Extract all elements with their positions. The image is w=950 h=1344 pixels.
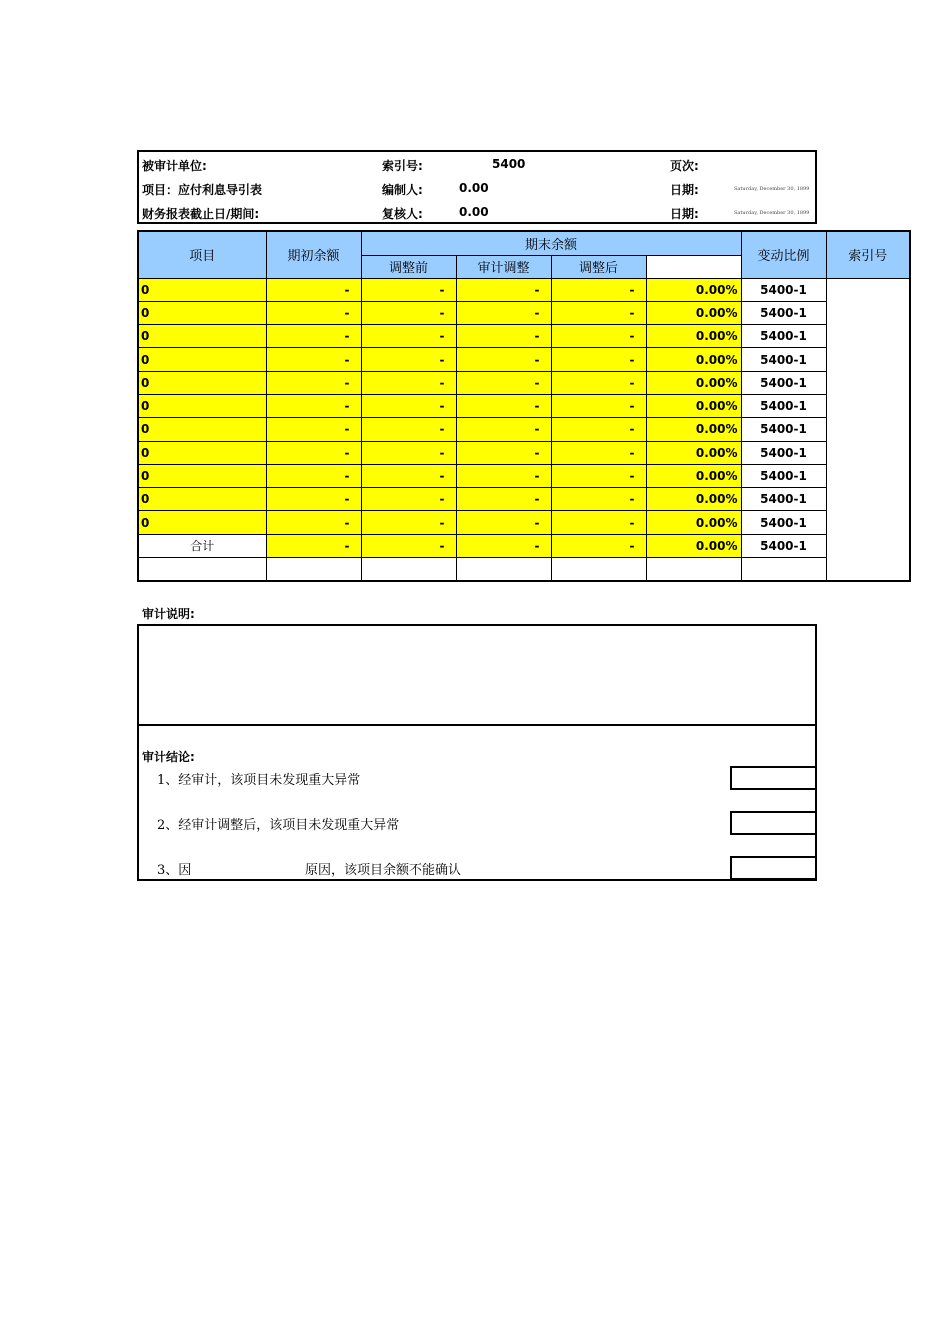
cell-before-adj: - xyxy=(361,394,456,417)
cell-total-index: 5400-1 xyxy=(741,534,826,557)
cell-change-ratio: 0.00% xyxy=(646,394,741,417)
entity-label: 被审计单位: xyxy=(142,159,207,173)
cell-change-ratio: 0.00% xyxy=(646,348,741,371)
cell-after-adj: - xyxy=(551,441,646,464)
cell-after-adj: - xyxy=(551,278,646,301)
cell-change-ratio: 0.00% xyxy=(646,418,741,441)
cell-audit-adj: - xyxy=(456,441,551,464)
cell-index: 5400-1 xyxy=(741,464,826,487)
cell-audit-adj: - xyxy=(456,348,551,371)
cell-index: 5400-1 xyxy=(741,325,826,348)
table-row xyxy=(138,394,910,417)
cell-item: 0 xyxy=(138,371,266,394)
cell-index: 5400-1 xyxy=(741,418,826,441)
cell-audit-adj: - xyxy=(456,488,551,511)
cell-opening: - xyxy=(266,348,361,371)
table-row xyxy=(138,488,910,511)
blank-cell xyxy=(456,558,551,581)
table-row xyxy=(138,348,910,371)
col-header-item: 项目 xyxy=(138,231,266,278)
item-label: 项目：应付利息导引表 xyxy=(142,183,263,197)
preparer-value: 0.00 xyxy=(459,181,489,195)
cell-before-adj: - xyxy=(361,278,456,301)
cell-opening: - xyxy=(266,301,361,324)
cell-after-adj: - xyxy=(551,301,646,324)
cell-item: 0 xyxy=(138,464,266,487)
col-header-after-adj: 调整后 xyxy=(551,255,646,278)
cell-audit-adj: - xyxy=(456,394,551,417)
cell-change-ratio: 0.00% xyxy=(646,488,741,511)
blank-cell xyxy=(361,558,456,581)
audit-notes-title: 审计说明: xyxy=(142,607,195,621)
conclusion-checkbox-1[interactable] xyxy=(730,766,817,790)
audit-notes-box[interactable] xyxy=(137,624,817,726)
cell-index: 5400-1 xyxy=(741,441,826,464)
blank-cell xyxy=(551,558,646,581)
cell-change-ratio: 0.00% xyxy=(646,301,741,324)
cell-item: 0 xyxy=(138,511,266,534)
cell-index: 5400-1 xyxy=(741,511,826,534)
cell-opening: - xyxy=(266,394,361,417)
cell-total-opening: - xyxy=(266,534,361,557)
cell-item: 0 xyxy=(138,418,266,441)
audit-conclusion-box xyxy=(137,724,817,881)
cell-before-adj: - xyxy=(361,325,456,348)
col-header-before-adj: 调整前 xyxy=(361,255,456,278)
cell-index: 5400-1 xyxy=(741,348,826,371)
cell-opening: - xyxy=(266,511,361,534)
cell-after-adj: - xyxy=(551,325,646,348)
table-row xyxy=(138,301,910,324)
blank-row xyxy=(138,558,910,581)
cell-total-before-adj: - xyxy=(361,534,456,557)
cell-total-audit-adj: - xyxy=(456,534,551,557)
cell-audit-adj: - xyxy=(456,464,551,487)
cell-before-adj: - xyxy=(361,301,456,324)
cell-change-ratio: 0.00% xyxy=(646,325,741,348)
cell-change-ratio: 0.00% xyxy=(646,511,741,534)
cell-item: 0 xyxy=(138,394,266,417)
total-row xyxy=(138,534,910,557)
cell-before-adj: - xyxy=(361,371,456,394)
cell-opening: - xyxy=(266,488,361,511)
main-table xyxy=(137,230,911,582)
index-value: 5400 xyxy=(492,157,526,171)
cell-total-change-ratio: 0.00% xyxy=(646,534,741,557)
cell-before-adj: - xyxy=(361,418,456,441)
cell-change-ratio: 0.00% xyxy=(646,278,741,301)
cell-before-adj: - xyxy=(361,488,456,511)
conclusion-option-1: 1、经审计，该项目未发现重大异常 xyxy=(157,773,361,788)
cell-after-adj: - xyxy=(551,418,646,441)
cell-item: 0 xyxy=(138,325,266,348)
conclusion-option-3-suffix: 原因，该项目余额不能确认 xyxy=(305,863,462,878)
cell-audit-adj: - xyxy=(456,418,551,441)
conclusion-checkbox-2[interactable] xyxy=(730,811,817,835)
cell-index: 5400-1 xyxy=(741,278,826,301)
table-row xyxy=(138,441,910,464)
cell-total-label: 合计 xyxy=(138,534,266,557)
cell-audit-adj: - xyxy=(456,278,551,301)
cell-opening: - xyxy=(266,418,361,441)
cell-after-adj: - xyxy=(551,394,646,417)
col-header-audit-adj: 审计调整 xyxy=(456,255,551,278)
index-label: 索引号: xyxy=(382,159,423,173)
table-row xyxy=(138,325,910,348)
cell-audit-adj: - xyxy=(456,511,551,534)
cell-item: 0 xyxy=(138,301,266,324)
cell-total-after-adj: - xyxy=(551,534,646,557)
cell-audit-adj: - xyxy=(456,325,551,348)
blank-cell xyxy=(646,558,741,581)
conclusion-checkbox-3[interactable] xyxy=(730,856,817,880)
blank-cell xyxy=(138,558,266,581)
cell-index: 5400-1 xyxy=(741,301,826,324)
cell-before-adj: - xyxy=(361,464,456,487)
cell-change-ratio: 0.00% xyxy=(646,441,741,464)
cell-after-adj: - xyxy=(551,488,646,511)
col-header-opening: 期初余额 xyxy=(266,231,361,278)
cell-item: 0 xyxy=(138,441,266,464)
cell-before-adj: - xyxy=(361,348,456,371)
conclusion-option-2: 2、经审计调整后，该项目未发现重大异常 xyxy=(157,818,400,833)
cell-opening: - xyxy=(266,371,361,394)
cell-opening: - xyxy=(266,464,361,487)
period-label: 财务报表截止日/期间: xyxy=(142,207,260,221)
conclusion-option-3-prefix: 3、因 xyxy=(157,863,192,878)
cell-after-adj: - xyxy=(551,511,646,534)
table-row xyxy=(138,418,910,441)
cell-opening: - xyxy=(266,325,361,348)
cell-index: 5400-1 xyxy=(741,371,826,394)
cell-after-adj: - xyxy=(551,464,646,487)
cell-item: 0 xyxy=(138,348,266,371)
reviewer-value: 0.00 xyxy=(459,205,489,219)
cell-audit-adj: - xyxy=(456,301,551,324)
blank-cell xyxy=(266,558,361,581)
cell-change-ratio: 0.00% xyxy=(646,464,741,487)
cell-item: 0 xyxy=(138,488,266,511)
date-label-1: 日期: xyxy=(670,183,699,197)
cell-audit-adj: - xyxy=(456,371,551,394)
col-header-index: 索引号 xyxy=(826,231,910,278)
cell-before-adj: - xyxy=(361,441,456,464)
blank-cell xyxy=(741,558,826,581)
preparer-label: 编制人: xyxy=(382,183,423,197)
table-row xyxy=(138,371,910,394)
page-label: 页次: xyxy=(670,159,699,173)
cell-change-ratio: 0.00% xyxy=(646,371,741,394)
header-box xyxy=(137,150,817,224)
cell-index: 5400-1 xyxy=(741,488,826,511)
date-value-2: Saturday, December 30, 1899 xyxy=(734,210,810,216)
table-row xyxy=(138,464,910,487)
table-row xyxy=(138,511,910,534)
cell-opening: - xyxy=(266,441,361,464)
table-row xyxy=(138,278,910,301)
cell-after-adj: - xyxy=(551,348,646,371)
date-label-2: 日期: xyxy=(670,207,699,221)
cell-before-adj: - xyxy=(361,511,456,534)
audit-conclusion-title: 审计结论: xyxy=(142,750,195,764)
date-value-1: Saturday, December 30, 1899 xyxy=(734,186,810,192)
cell-item: 0 xyxy=(138,278,266,301)
cell-index: 5400-1 xyxy=(741,394,826,417)
col-header-closing: 期末余额 xyxy=(361,231,741,255)
cell-after-adj: - xyxy=(551,371,646,394)
cell-opening: - xyxy=(266,278,361,301)
reviewer-label: 复核人: xyxy=(382,207,423,221)
col-header-change-ratio: 变动比例 xyxy=(741,231,826,278)
